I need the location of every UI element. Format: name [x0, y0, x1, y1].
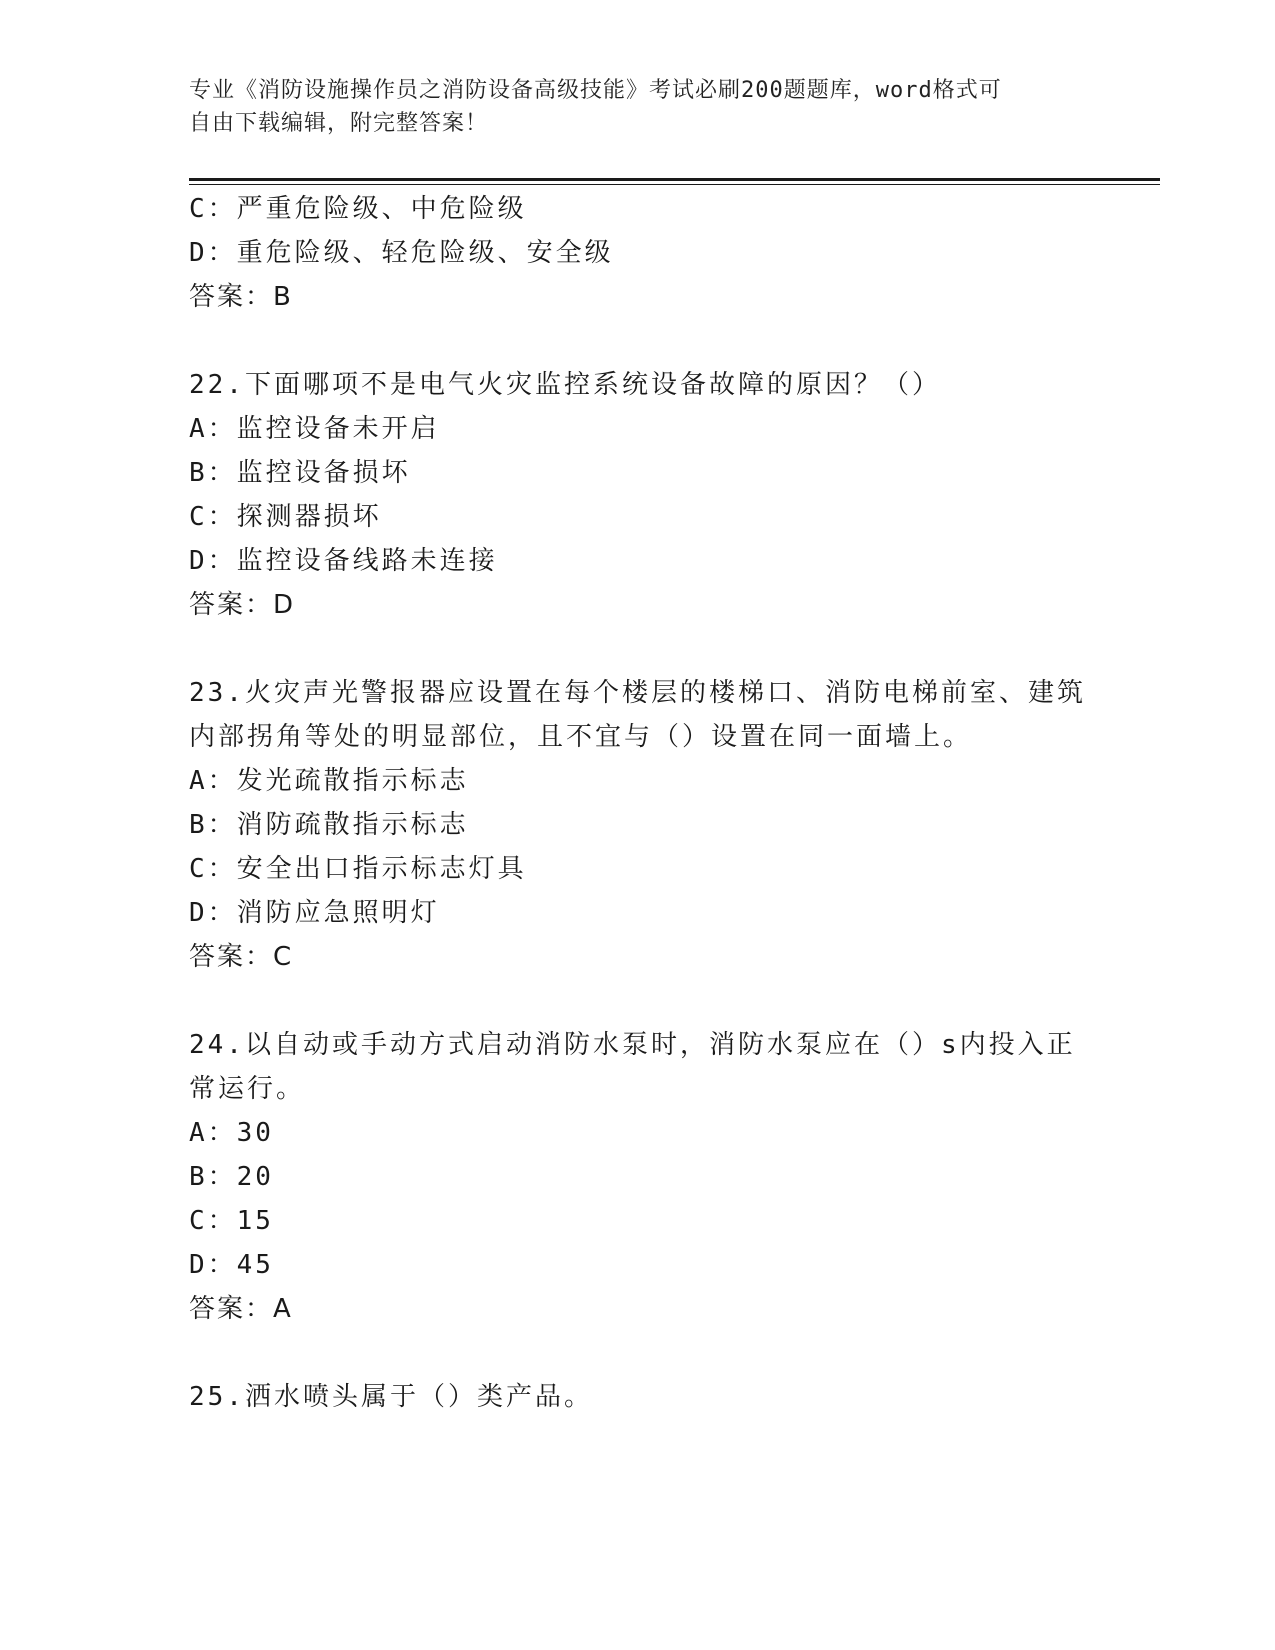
q22-option-a: A：监控设备未开启 — [189, 414, 440, 444]
q24-option-a: A：30 — [189, 1118, 274, 1148]
q23-option-d: D：消防应急照明灯 — [189, 898, 440, 928]
header-line-2: 自由下载编辑，附完整答案！ — [189, 111, 489, 136]
q24-option-b: B：20 — [189, 1162, 274, 1192]
q24-answer: 答案：A — [189, 1294, 293, 1324]
header-line-1: 专业《消防设施操作员之消防设备高级技能》考试必刷200题题库，word格式可 — [189, 78, 1002, 103]
q23-answer: 答案：C — [189, 942, 294, 972]
q21-answer: 答案：B — [189, 282, 293, 312]
q22-option-c: C：探测器损坏 — [189, 502, 382, 532]
q22-answer: 答案：D — [189, 590, 296, 620]
q24-stem-line-1: 24.以自动或手动方式启动消防水泵时，消防水泵应在（）s内投入正 — [189, 1030, 1076, 1060]
q24-stem-line-2: 常运行。 — [189, 1074, 306, 1104]
q23-stem-line-1: 23.火灾声光警报器应设置在每个楼层的楼梯口、消防电梯前室、建筑 — [189, 678, 1086, 708]
header-divider-thin — [189, 184, 1160, 185]
q22-option-d: D：监控设备线路未连接 — [189, 546, 498, 576]
q23-option-b: B：消防疏散指示标志 — [189, 810, 469, 840]
q23-option-c: C：安全出口指示标志灯具 — [189, 854, 527, 884]
q21-option-c: C：严重危险级、中危险级 — [189, 194, 527, 224]
q24-option-c: C：15 — [189, 1206, 274, 1236]
document-header — [189, 74, 1069, 140]
q23-option-a: A：发光疏散指示标志 — [189, 766, 469, 796]
q25-stem: 25.洒水喷头属于（）类产品。 — [189, 1382, 593, 1412]
q21-option-d: D：重危险级、轻危险级、安全级 — [189, 238, 614, 268]
q24-option-d: D：45 — [189, 1250, 274, 1280]
header-divider-thick — [189, 178, 1160, 181]
q22-stem: 22.下面哪项不是电气火灾监控系统设备故障的原因？（） — [189, 370, 941, 400]
q23-stem-line-2: 内部拐角等处的明显部位，且不宜与（）设置在同一面墙上。 — [189, 722, 973, 752]
q22-option-b: B：监控设备损坏 — [189, 458, 411, 488]
